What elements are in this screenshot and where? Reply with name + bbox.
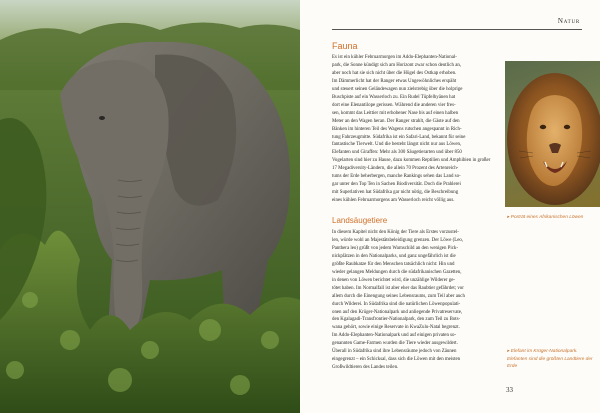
fauna-line: Es ist ein kühler Februarmorgen im Addo-Elephanten-National- xyxy=(332,55,457,60)
fauna-line: Bänken im hinteren Teil des Wagens rutschen angespannt in Rich- xyxy=(332,126,462,132)
land-line: tötet haben. Im Normalfall ist aber eher das Raubtier gefährdet; vor xyxy=(332,285,464,291)
fauna-heading: Fauna xyxy=(332,41,358,51)
fauna-line: mit Superlativen hat Südafrika gar nicht nötig, die Beschreibung xyxy=(332,190,459,196)
fauna-line: 17 Megadiversity-Ländern, die allein 70 Prozent des Artenreich- xyxy=(332,166,459,172)
land-line: In diesem Kapitel nicht den König der Tiere als Erstes vorzustel- xyxy=(332,230,459,235)
fauna-line: Im Dämmerlicht hat der Ranger etwas Ungewöhnliches erspäht xyxy=(332,78,457,84)
page-number: 33 xyxy=(506,386,513,394)
lion-illustration xyxy=(505,61,600,207)
land-line: größte Raubkatze für den Menschen tatsächlich nicht: Hin und xyxy=(332,261,455,267)
land-line: Überall in Südafrika sind ihre Lebensräume jedoch von Zäunen xyxy=(332,349,457,355)
fauna-body xyxy=(332,54,498,205)
fauna-line: und steuert seinen Geländewagen nun zielstrebig über die holprige xyxy=(332,86,463,92)
land-line: wana gehört, sowie einige Reservate in KwaZulu-Natal begrenzt. xyxy=(332,325,460,331)
fauna-line: dort eine Elenantilope gerissen. Während die anderen vier fres- xyxy=(332,102,456,108)
land-line: wieder gelangen Meldungen durch die südafrikanischen Gazetten, xyxy=(332,269,462,275)
fauna-line: Vogelarten sind hier zu Hause, dazu kommen Reptilien und Amphibien in großer xyxy=(332,158,491,164)
land-line: genannten Game-Farmen wurden die Tiere wieder ausgewildert. xyxy=(332,341,458,347)
landsaeugetiere-body xyxy=(332,229,498,372)
land-line: eingegrenzt – ein Schicksal, dass sich die Löwen mit den meisten xyxy=(332,357,461,363)
land-line: nickplätzen in den Nationalparks, und ganz ungefährlich ist die xyxy=(332,253,456,259)
land-line: len, würde wohl an Majestätsbeleidigung grenzen. Der Löwe (Leo, xyxy=(332,237,464,243)
fauna-line: fantastische Tierwelt. Und die besteht längst nicht nur aus Löwen, xyxy=(332,142,462,148)
land-line: in denen von Löwen berichtet wird, die unzählige Wilderer ge- xyxy=(332,277,456,283)
land-line: Panthera leo) grüßt von jedem Warnschild an den wenigen Pick- xyxy=(332,245,458,251)
lion-caption: ▸ Porträt eines Afrikanischen Löwen xyxy=(507,215,584,220)
lion-portrait-photo xyxy=(505,61,600,207)
fauna-line: eines kühlen Februarmorgens am Wasserloch reicht völlig aus. xyxy=(332,198,455,204)
fauna-line: aber noch hat sie sich nicht über die Hügel des Ostkap erhoben. xyxy=(332,70,457,76)
fauna-line: tung Fahrzeugmitte. Südafrika ist ein Safari-Land, bekannt für seine xyxy=(332,134,466,140)
land-line: Großwildtieren des Landes teilen. xyxy=(332,365,399,371)
land-line: Im Addo-Elephanten-Nationalpark und auf einigen privaten so- xyxy=(332,333,457,339)
fauna-line: gar unter den Top Ten in Sachen Biodiversität. Doch die Prahlerei xyxy=(332,182,461,188)
elephant-caption: ▸ Elefant im Krüger-Nationalpark. Elefanten sind die größten Landtiere der Erde xyxy=(507,349,593,369)
header-divider xyxy=(332,29,582,30)
fauna-line: Buschpiste auf ein Wasserloch zu. Ein Rudel Tüpfelhyänen hat xyxy=(332,94,456,100)
fauna-line: Elefanten und Giraffen: Mehr als 300 Säugetierarten und über 850 xyxy=(332,150,462,156)
fauna-line: sen, kommt das Leittier mit erhobener Nase bis auf einen halben xyxy=(332,110,459,116)
land-line: onen auf den Krüger-Nationalpark und anliegende Privatreservate, xyxy=(332,309,463,315)
land-line: allem durch die Einengung seines Lebensraums, zum Teil aber auch xyxy=(332,293,465,299)
fauna-line: tums der Erde beherbergen, manche Rankings sehen das Land so- xyxy=(332,174,461,180)
land-line: den Kgalagadi-Transfrontier-Nationalpark, den zum Teil zu Bots- xyxy=(332,317,461,323)
land-line: durch Wilderei. In Südafrika sind die natürlichen Löwenpopulati- xyxy=(332,301,461,307)
fauna-line: park, die Sonne kündigt sich am Horizont zwar schon deutlich an, xyxy=(332,62,462,68)
landsaeugetiere-heading: Landsäugetiere xyxy=(332,216,388,225)
fauna-line: Meter an den Wagen heran. Der Ranger strahlt, die Gäste auf den xyxy=(332,118,460,124)
section-label: Natur xyxy=(557,17,580,25)
